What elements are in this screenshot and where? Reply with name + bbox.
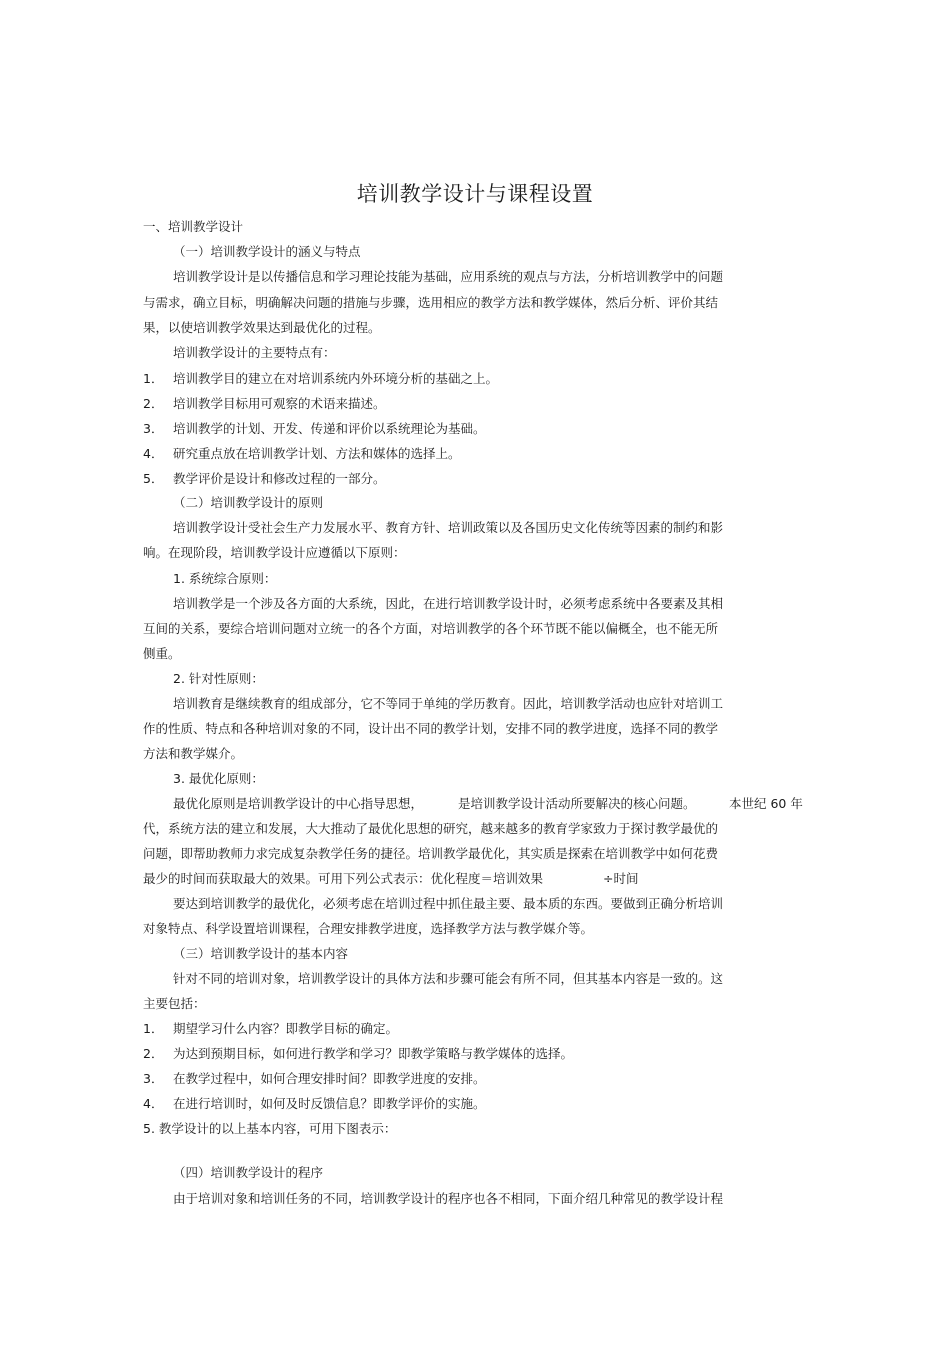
paragraph-line: 响。在现阶段，培训教学设计应遵循以下原则：: [143, 545, 406, 560]
paragraph-line: 果，以使培训教学效果达到最优化的过程。: [143, 320, 381, 335]
principle-heading: 2. 针对性原则：: [173, 671, 264, 686]
principle-heading: 3. 最优化原则：: [173, 771, 264, 786]
list-number: 1．: [143, 1021, 164, 1036]
list-number: 4．: [143, 1096, 164, 1111]
paragraph-line: 由于培训对象和培训任务的不同，培训教学设计的程序也各不相同，下面介绍几种常见的教学设计程: [173, 1191, 724, 1206]
subsection-heading: （二）培训教学设计的原则: [173, 495, 324, 510]
formula-divisor: ÷时间: [603, 871, 639, 886]
list-number: 1．: [143, 371, 164, 386]
paragraph-line: 互间的关系，要综合培训问题对立统一的各个方面，对培训教学的各个环节既不能以偏概全，也不能无所: [143, 621, 719, 636]
list-item: 5. 教学设计的以上基本内容，可用下图表示：: [143, 1121, 397, 1136]
list-text: 为达到预期目标，如何进行教学和学习？即教学策略与教学媒体的选择。: [173, 1046, 574, 1061]
paragraph-line: 作的性质、特点和各种培训对象的不同，设计出不同的教学计划，安排不同的教学进度，选择不同的教学: [143, 721, 719, 736]
document-title: 培训教学设计与课程设置: [356, 182, 594, 206]
list-text: 期望学习什么内容？即教学目标的确定。: [173, 1021, 399, 1036]
list-text: 培训教学目的建立在对培训系统内外环境分析的基础之上。: [173, 371, 499, 386]
subsection-heading: （四）培训教学设计的程序: [173, 1165, 324, 1180]
list-number: 3．: [143, 1071, 164, 1086]
paragraph-line-segment: 是培训教学设计活动所要解决的核心问题。: [458, 796, 696, 811]
paragraph-line: 针对不同的培训对象，培训教学设计的具体方法和步骤可能会有所不同，但其基本内容是一致的。这: [173, 971, 724, 986]
list-number: 3．: [143, 421, 164, 436]
list-number: 4．: [143, 446, 164, 461]
list-text: 培训教学目标用可观察的术语来描述。: [173, 396, 386, 411]
paragraph-line: 培训教学是一个涉及各方面的大系统，因此，在进行培训教学设计时，必须考虑系统中各要素及其相: [173, 596, 724, 611]
list-text: 培训教学的计划、开发、传递和评价以系统理论为基础。: [173, 421, 486, 436]
list-number: 5．: [143, 471, 164, 486]
paragraph-line: 与需求，确立目标，明确解决问题的措施与步骤，选用相应的教学方法和教学媒体，然后分析、评价其结: [143, 295, 719, 310]
list-text: 在进行培训时，如何及时反馈信息？即教学评价的实施。: [173, 1096, 486, 1111]
paragraph-line: 培训教学设计的主要特点有：: [173, 345, 336, 360]
paragraph-line: 最优化原则是培训教学设计的中心指导思想，: [173, 796, 424, 811]
paragraph-line: 侧重。: [143, 646, 181, 661]
list-text: 在教学过程中，如何合理安排时间？即教学进度的安排。: [173, 1071, 486, 1086]
paragraph-line: 问题，即帮助教师力求完成复杂教学任务的捷径。培训教学最优化，其实质是探索在培训教学中如何花费: [143, 846, 719, 861]
subsection-heading: （一）培训教学设计的涵义与特点: [173, 244, 361, 259]
paragraph-line: 要达到培训教学的最优化，必须考虑在培训过程中抓住最主要、最本质的东西。要做到正确分析培训: [173, 896, 724, 911]
list-number: 2．: [143, 396, 164, 411]
subsection-heading: （三）培训教学设计的基本内容: [173, 946, 349, 961]
paragraph-line: 培训教学设计受社会生产力发展水平、教育方针、培训政策以及各国历史文化传统等因素的制约和影: [173, 520, 724, 535]
paragraph-line: 培训教学设计是以传播信息和学习理论技能为基础，应用系统的观点与方法，分析培训教学中的问题: [173, 269, 724, 284]
list-text: 教学评价是设计和修改过程的一部分。: [173, 471, 386, 486]
paragraph-line: 代，系统方法的建立和发展，大大推动了最优化思想的研究，越来越多的教育学家致力于探讨教学最优的: [143, 821, 719, 836]
list-number: 2．: [143, 1046, 164, 1061]
paragraph-line: 方法和教学媒介。: [143, 746, 244, 761]
paragraph-line: 培训教育是继续教育的组成部分，它不等同于单纯的学历教育。因此，培训教学活动也应针对培训工: [173, 696, 724, 711]
paragraph-line: 对象特点、科学设置培训课程，合理安排教学进度，选择教学方法与教学媒介等。: [143, 921, 594, 936]
principle-heading: 1. 系统综合原则：: [173, 571, 277, 586]
section-heading: 一、培训教学设计: [143, 219, 244, 234]
formula-line: 最少的时间而获取最大的效果。可用下列公式表示：优化程度＝培训效果: [143, 871, 544, 886]
paragraph-line-segment: 本世纪 60 年: [729, 796, 803, 811]
list-text: 研究重点放在培训教学计划、方法和媒体的选择上。: [173, 446, 461, 461]
paragraph-line: 主要包括：: [143, 996, 206, 1011]
